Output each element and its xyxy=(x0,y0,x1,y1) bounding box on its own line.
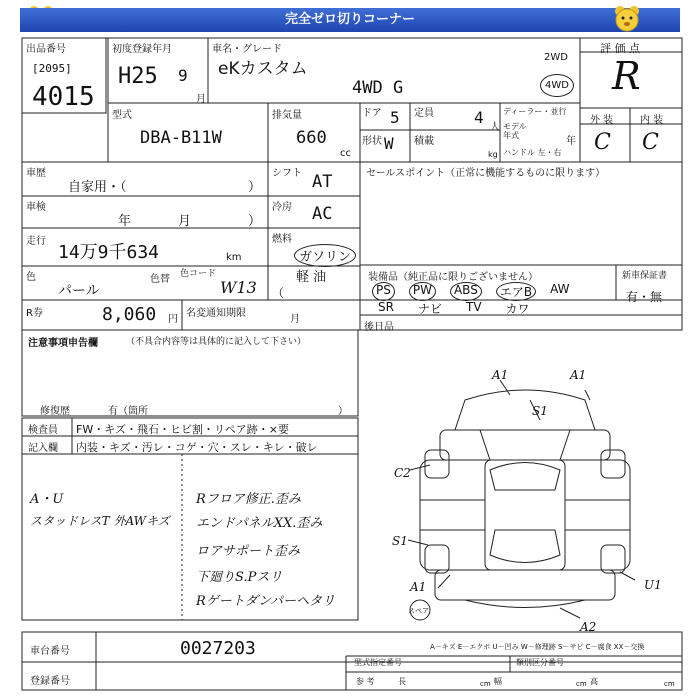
remark-right-1: Rフロア修正.歪み xyxy=(196,492,301,507)
header-banner: 完全ゼロ切りコーナー xyxy=(20,8,680,32)
name-change-unit: 月 xyxy=(290,314,300,325)
damage-legend: A－キズ E－エクボ U－凹み W－修理跡 S－サビ C－腐食 XX－交換 xyxy=(430,643,645,651)
sales-label: セールスポイント（正常に機能するものに限ります） xyxy=(366,168,606,179)
color-code-label: 色コード xyxy=(180,269,217,279)
diagram-mark-u1: U1 xyxy=(644,578,662,592)
inspect-year: 年 xyxy=(118,214,132,229)
reg-month: 9 xyxy=(178,66,188,85)
equip-aw: AW xyxy=(550,282,570,296)
lot-label: 出品番号 xyxy=(26,44,66,55)
mileage-value: 14万9千634 xyxy=(58,242,160,263)
score-label: 評 価 点 xyxy=(600,42,640,55)
repair-value: 有（箇所 xyxy=(108,406,148,417)
fuel-label: 燃料 xyxy=(272,234,292,245)
check-row2: 内装・キズ・汚レ・コゲ・穴・スレ・キレ・破レ xyxy=(76,441,318,454)
check-label-2: 記入欄 xyxy=(28,443,58,454)
lot-code: [2095] xyxy=(32,62,72,75)
name-change-label: 名変通知期限 xyxy=(186,308,246,319)
shape-label: 形状 xyxy=(362,136,382,147)
car-name: eKカスタム xyxy=(218,59,308,79)
color-code: W13 xyxy=(220,278,257,297)
recycle-unit: 円 xyxy=(168,314,178,325)
remark-right-2: エンドパネルXX.歪み xyxy=(196,516,323,531)
history-label: 車歴 xyxy=(26,168,46,179)
footer-width: 幅 xyxy=(494,677,502,686)
notes-hint: （不具合内容等は具体的に記入して下さい） xyxy=(126,337,307,347)
remark-left-1: A・U xyxy=(30,492,64,507)
diagram-mark-a1-rear: A1 xyxy=(410,580,427,594)
equip-leather: カワ xyxy=(505,302,530,316)
shape-value: W xyxy=(384,134,394,153)
footer-height: 高 xyxy=(590,677,598,686)
footer-cm-3: cm xyxy=(664,680,675,688)
fuel-paren: （ xyxy=(272,286,285,300)
disp-unit: cc xyxy=(340,148,351,159)
model-value: DBA-B11W xyxy=(140,128,222,148)
check-label-1: 検査員 xyxy=(28,425,58,436)
model-year-label: モデル 年式 xyxy=(503,122,527,140)
diagram-mark-a2: A2 xyxy=(580,620,597,634)
recycle-label: R券 xyxy=(26,308,43,319)
equip-sr: SR xyxy=(378,300,394,314)
equip-airbag: エアB xyxy=(496,282,536,301)
model-year-unit: 年 xyxy=(566,136,576,147)
warranty-value: 有・無 xyxy=(626,290,663,304)
equip-pw: PW xyxy=(409,282,436,301)
cap-unit: 人 xyxy=(490,122,500,133)
score-ext: C xyxy=(594,130,611,155)
footer-cm-2: cm xyxy=(576,680,587,688)
dealer-label: ディーラー・並行 xyxy=(503,107,567,116)
handle-label: ハンドル 左・右 xyxy=(503,148,562,157)
equip-row1 xyxy=(372,282,569,301)
check-row1: FW・キズ・飛石・ヒビ割・リペア跡・×要 xyxy=(76,423,289,436)
notes-label: 注意事項申告欄 xyxy=(28,338,98,349)
diagram-mark-s1-side: S1 xyxy=(392,534,408,548)
shift-label: シフト xyxy=(272,168,302,179)
equip-label: 装備品（純正品に限りございません） xyxy=(368,272,538,283)
score-int: C xyxy=(642,130,659,155)
chassis-label: 車台番号 xyxy=(30,646,70,657)
model-label: 型式 xyxy=(112,110,132,121)
equip-ps: PS xyxy=(372,282,395,301)
load-label: 積載 xyxy=(414,136,434,147)
load-unit: kg xyxy=(488,150,498,159)
score-value: R xyxy=(612,54,641,98)
inspect-month: 月 xyxy=(178,214,192,229)
footer-cls-label: 類別区分番号 xyxy=(516,658,564,667)
color-value: パール xyxy=(58,283,100,299)
drive-value: 4WD xyxy=(540,74,574,97)
equip-abs: ABS xyxy=(450,282,482,301)
diagram-spare-label: スペア xyxy=(408,607,429,615)
diagram-mark-c2: C2 xyxy=(394,466,411,480)
inspect-close: ） xyxy=(248,214,262,229)
footer-cm-1: cm xyxy=(480,680,491,688)
fuel-alt: 軽 油 xyxy=(296,270,327,285)
disp-value: 660 xyxy=(296,128,327,148)
remark-right-4: 下廻りS.Pスリ xyxy=(196,570,283,585)
score-int-label: 内 装 xyxy=(640,115,664,126)
footer-type-label: 型式指定番号 xyxy=(354,658,402,667)
color-label: 色 xyxy=(26,272,36,283)
diagram-mark-s1-hood: S1 xyxy=(532,404,548,418)
footer-length: 長 xyxy=(398,677,406,686)
cap-value: 4 xyxy=(474,108,484,127)
footer-ref: 参 考 xyxy=(356,677,375,686)
diagram-mark-a1-front-left: A1 xyxy=(492,368,509,382)
lot-number: 4015 xyxy=(32,82,95,112)
cap-label: 定員 xyxy=(414,108,434,119)
chassis-value: 0027203 xyxy=(180,638,256,659)
equip-row2 xyxy=(378,300,530,317)
equip-navi: ナビ xyxy=(417,302,442,316)
mileage-unit: km xyxy=(226,252,242,263)
after-label: 後日品 xyxy=(364,322,394,333)
repair-close: ） xyxy=(338,406,348,417)
color-change-label: 色替 xyxy=(150,274,170,285)
warranty-label: 新車保証書 xyxy=(622,271,668,281)
fuel-value: ガソリン xyxy=(294,244,356,267)
score-ext-label: 外 装 xyxy=(590,115,614,126)
doors-label: ドア xyxy=(362,108,382,119)
remark-right-3: ロアサポート歪み xyxy=(196,544,301,559)
aircon-label: 冷房 xyxy=(272,202,292,213)
shift-value: AT xyxy=(312,172,333,192)
reg-label: 初度登録年月 xyxy=(112,44,172,55)
recycle-value: 8,060 xyxy=(102,304,157,325)
reg-month-unit: 月 xyxy=(196,94,206,105)
equip-tv: TV xyxy=(465,300,482,314)
aircon-value: AC xyxy=(312,204,333,224)
reg-era: H25 xyxy=(118,64,158,89)
history-value: 自家用・（ xyxy=(68,180,127,195)
doors-value: 5 xyxy=(390,108,400,127)
diagram-mark-a1-front-right: A1 xyxy=(570,368,587,382)
disp-label: 排気量 xyxy=(272,110,302,121)
remark-right-5: Rゲートダンパーヘタリ xyxy=(196,594,336,609)
car-grade: 4WD G xyxy=(352,78,404,98)
remark-left-2: スタッドレスT 外AWキズ xyxy=(30,514,170,528)
repair-label: 修復歴 xyxy=(40,406,70,417)
car-label: 車名・グレード xyxy=(212,44,282,55)
mileage-label: 走行 xyxy=(26,236,46,247)
inspect-label: 車検 xyxy=(26,202,46,213)
history-close: ） xyxy=(248,180,262,195)
drive-label: 2WD xyxy=(544,52,568,63)
plate-label: 登録番号 xyxy=(30,676,70,687)
